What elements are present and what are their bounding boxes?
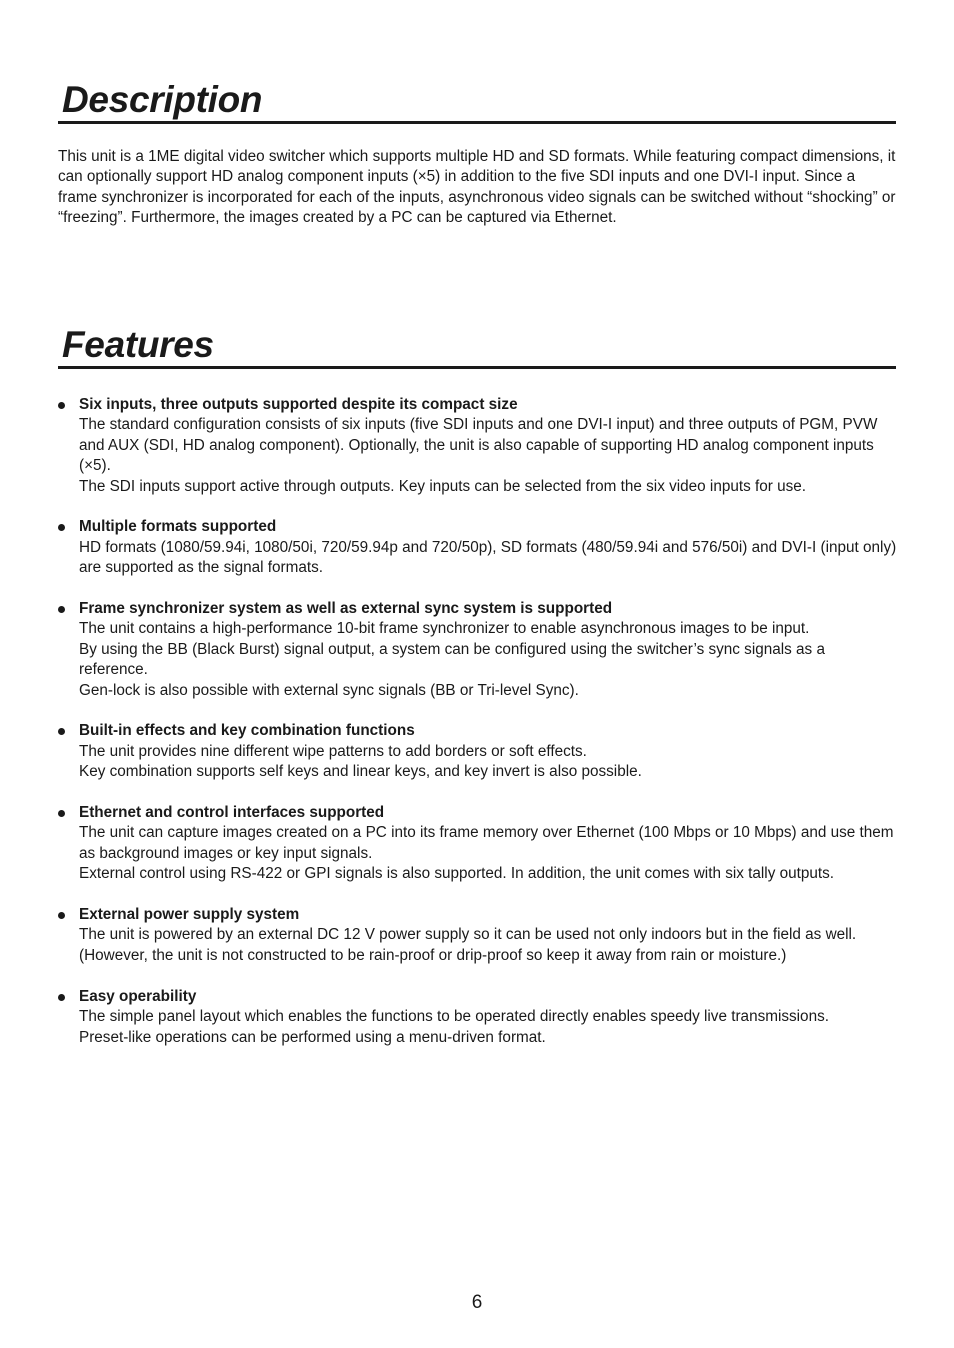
bullet-icon (58, 728, 65, 735)
feature-item-multiple-formats (58, 517, 898, 578)
feature-text: The SDI inputs support active through outputs. Key inputs can be selected from the six video inputs for use. (79, 477, 807, 495)
feature-item-easy-operability (58, 987, 898, 1048)
bullet-icon (58, 994, 65, 1001)
feature-heading: Built-in effects and key combination functions (79, 722, 415, 740)
feature-heading: Easy operability (79, 987, 197, 1005)
feature-text: The unit contains a high-performance 10-bit frame synchronizer to enable asynchronous images to be input. (79, 620, 810, 638)
feature-text: The simple panel layout which enables the functions to be operated directly enables speedy live transmissions. (79, 1008, 829, 1026)
feature-heading: Six inputs, three outputs supported despite its compact size (79, 396, 518, 413)
feature-heading: Frame synchronizer system as well as external sync system is supported (79, 600, 613, 618)
feature-text: External control using RS-422 or GPI signals is also supported. In addition, the unit comes with six tally outputs. (79, 865, 835, 883)
feature-heading: Multiple formats supported (79, 518, 277, 536)
description-paragraph: This unit is a 1ME digital video switcher which supports multiple HD and SD formats. While featuring compact dimensions, it can optionally support HD analog component inputs (×5) in addition to the five SDI inputs and one DVI-I input. Since a frame synchronizer is incorporated for each of the inputs, asynchronous video signals can be switched without “shocking” or “freezing”. Furthermore, the images created by a PC can be captured via Ethernet. (58, 148, 896, 227)
feature-text: The unit provides nine different wipe patterns to add borders or soft effects. (79, 742, 587, 760)
bullet-icon (58, 912, 65, 919)
feature-text: Preset-like operations can be performed using a menu-driven format. (79, 1028, 546, 1046)
bullet-icon (58, 402, 65, 409)
feature-item-effects-keys (58, 721, 898, 782)
feature-item-frame-synchronizer (58, 599, 898, 701)
bullet-icon (58, 606, 65, 613)
feature-text: The unit is powered by an external DC 12 V power supply so it can be used not only indoors but in the field as well. (However, the unit is not constructed to be rain-proof or drip-proof so keep it away from rain or moisture.) (79, 926, 857, 964)
features-list (58, 395, 898, 1068)
feature-heading: Ethernet and control interfaces supported (79, 804, 385, 822)
bullet-icon (58, 524, 65, 531)
features-heading: Features (58, 325, 896, 369)
feature-text: By using the BB (Black Burst) signal output, a system can be configured using the switcher’s sync signals as a reference. (79, 640, 825, 679)
page-number: 6 (471, 1292, 483, 1313)
feature-text: The standard configuration consists of six inputs (five SDI inputs and one DVI-I input) and three outputs of PGM, PVW and AUX (SDI, HD analog component). Optionally, the unit is also capable of supporting HD analog component inputs (×5). (79, 416, 878, 475)
feature-item-external-power (58, 905, 898, 966)
feature-text: HD formats (1080/59.94i, 1080/50i, 720/59.94p and 720/50p), SD formats (480/59.94i and 576/50i) and DVI-I (input only) are supported as the signal formats. (79, 538, 897, 577)
description-heading: Description (58, 80, 896, 124)
feature-text: Key combination supports self keys and linear keys, and key invert is also possible. (79, 763, 642, 781)
bullet-icon (58, 810, 65, 817)
feature-item-six-inputs (58, 395, 898, 497)
feature-text: The unit can capture images created on a PC into its frame memory over Ethernet (100 Mbps or 10 Mbps) and use them as background images or key input signals. (79, 824, 894, 862)
feature-item-ethernet-control (58, 803, 898, 885)
feature-heading: External power supply system (79, 906, 300, 924)
feature-text: Gen-lock is also possible with external sync signals (BB or Tri-level Sync). (79, 681, 579, 699)
